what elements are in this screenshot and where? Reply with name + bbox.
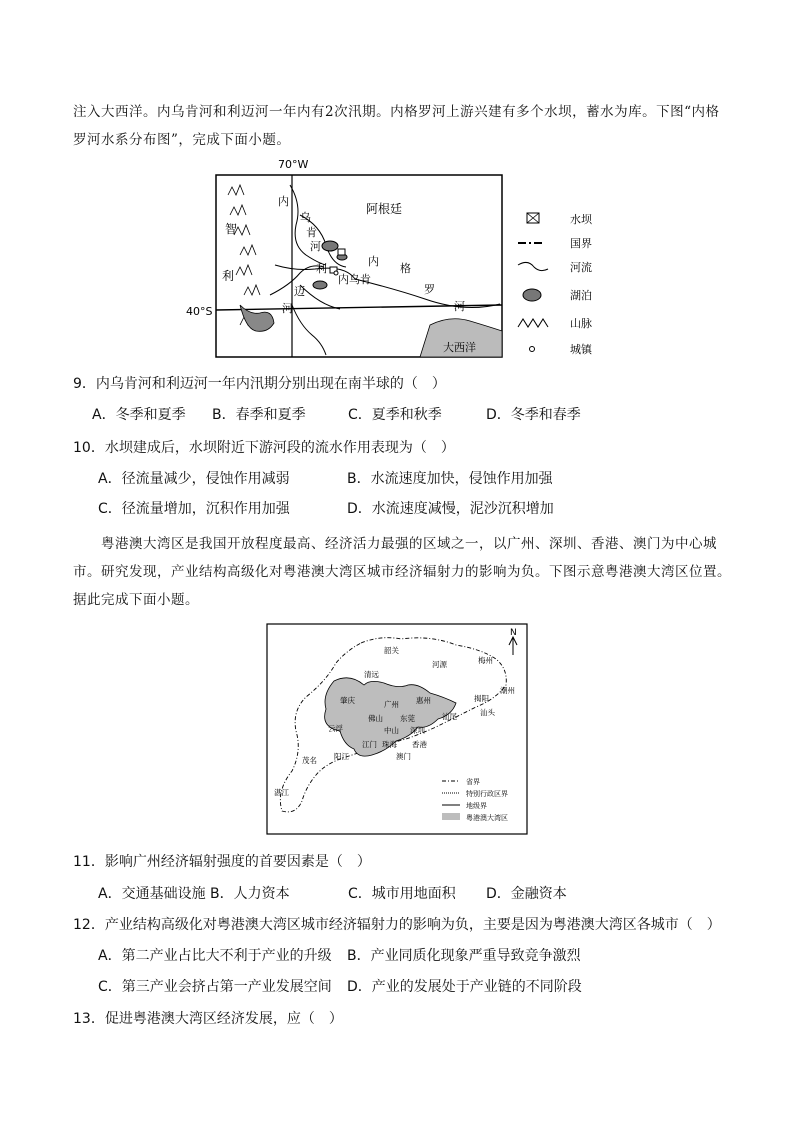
- legend-province-border: 省界: [466, 778, 480, 786]
- q10-option-a[interactable]: A．径流量减少，侵蚀作用减弱: [98, 471, 290, 487]
- city-label: 汕头: [480, 708, 495, 717]
- country-chile-char: 智: [225, 222, 238, 236]
- question-11-stem: 11．影响广州经济辐射强度的首要因素是（ ）: [73, 854, 371, 870]
- intro-paragraph-2: [73, 530, 733, 614]
- q12-option-c[interactable]: C．第三产业会挤占第一产业发展空间: [98, 979, 332, 995]
- question-9-stem: 9．内乌肯河和利迈河一年内汛期分别出现在南半球的（ ）: [73, 376, 446, 392]
- legend-dam: 水坝: [570, 213, 592, 226]
- country-chile-char: 利: [222, 269, 235, 283]
- latitude-label: 40°S: [186, 305, 213, 318]
- city-label: 深圳: [410, 726, 425, 735]
- city-label: 韶关: [384, 646, 399, 655]
- river-limay-char: 迈: [294, 285, 305, 298]
- river-negro-char: 罗: [424, 283, 435, 296]
- q12-option-a[interactable]: A．第二产业占比大不利于产业的升级: [98, 948, 332, 964]
- negro-river-map: [186, 155, 620, 360]
- intro-line: 罗河水系分布图”，完成下面小题。: [73, 132, 291, 148]
- city-label: 潮州: [500, 686, 515, 695]
- city-label: 汕尾: [442, 712, 457, 721]
- legend-prefecture-border: 地级界: [466, 802, 487, 810]
- legend-town: 城镇: [570, 343, 592, 356]
- q12-option-d[interactable]: D．产业的发展处于产业链的不同阶段: [347, 979, 582, 995]
- river-neuquen-char: 肯: [306, 226, 317, 239]
- city-label: 梅州: [478, 656, 493, 665]
- city-label: 阳江: [334, 752, 349, 761]
- intro-line: 注入大西洋。内乌肯河和利迈河一年内有2次汛期。内格罗河上游兴建有多个水坝，蓄水为库。下图“内格: [73, 104, 720, 120]
- city-label: 珠海: [382, 740, 397, 749]
- q11-option-b[interactable]: B．人力资本: [210, 886, 290, 902]
- river-negro-char: 河: [454, 300, 465, 313]
- city-neuquen-label: 内乌肯: [338, 273, 371, 286]
- legend-border: 国界: [570, 237, 592, 250]
- greater-bay-area-map: [266, 623, 528, 835]
- question-10-stem: 10．水坝建成后，水坝附近下游河段的流水作用表现为（ ）: [73, 440, 455, 456]
- river-limay-char: 河: [282, 302, 293, 315]
- map1-legend: [518, 212, 593, 356]
- intro-line: 市。研究发现，产业结构高级化对粤港澳大湾区城市经济辐射力的影响为负。下图示意粤港澳大湾区位置。: [73, 564, 731, 580]
- city-label: 湛江: [274, 788, 289, 797]
- river-neuquen-char: 乌: [300, 211, 311, 224]
- legend-lake: 湖泊: [570, 289, 592, 302]
- question-13-stem: 13．促进粤港澳大湾区经济发展，应（ ）: [73, 1011, 343, 1027]
- city-label: 中山: [384, 726, 399, 735]
- q9-option-b[interactable]: B．春季和夏季: [212, 407, 306, 423]
- question-12-stem: 12．产业结构高级化对粤港澳大湾区城市经济辐射力的影响为负，主要是因为粤港澳大湾区各城市（ ）: [73, 917, 721, 933]
- intro-paragraph-1: [73, 98, 733, 154]
- longitude-label: 70°W: [278, 158, 309, 171]
- q10-option-c[interactable]: C．径流量增加，沉积作用加强: [98, 501, 290, 517]
- river-negro-char: 格: [400, 262, 411, 275]
- mountain-range: [228, 185, 260, 325]
- city-label: 揭阳: [474, 694, 489, 703]
- country-argentina-label: 阿根廷: [366, 202, 403, 216]
- q9-option-a[interactable]: A．冬季和夏季: [92, 407, 186, 423]
- legend-river: 河流: [570, 261, 592, 274]
- city-label: 云浮: [328, 724, 343, 733]
- q11-option-a[interactable]: A．交通基础设施: [98, 886, 206, 902]
- river-neuquen-char: 河: [310, 240, 321, 253]
- river-neuquen-char: 内: [278, 195, 289, 208]
- legend-bay-area: 粤港澳大湾区: [466, 814, 508, 822]
- svg-text:N: N: [510, 628, 517, 638]
- intro-line: 据此完成下面小题。: [73, 592, 199, 608]
- intro-line: 粤港澳大湾区是我国开放程度最高、经济活力最强的区域之一，以广州、深圳、香港、澳门为中心城: [101, 536, 717, 552]
- city-label: 江门: [362, 740, 377, 749]
- city-label: 佛山: [368, 714, 383, 723]
- city-label: 东莞: [400, 714, 415, 723]
- river-negro-char: 内: [368, 255, 379, 268]
- river-limay-char: 利: [316, 262, 327, 275]
- legend-sar-border: 特别行政区界: [466, 790, 508, 798]
- city-label: 香港: [412, 740, 427, 749]
- q11-option-d[interactable]: D．金融资本: [486, 886, 567, 902]
- city-label: 河源: [432, 660, 447, 669]
- q10-option-d[interactable]: D．水流速度减慢，泥沙沉积增加: [347, 501, 554, 517]
- q9-option-d[interactable]: D．冬季和春季: [486, 407, 581, 423]
- city-label: 惠州: [416, 696, 431, 705]
- q12-option-b[interactable]: B．产业同质化现象严重导致竞争激烈: [347, 948, 581, 964]
- city-label: 肇庆: [340, 696, 355, 705]
- ocean-label: 大西洋: [443, 341, 476, 354]
- q10-option-b[interactable]: B．水流速度加快，侵蚀作用加强: [347, 471, 553, 487]
- legend-mountain: 山脉: [570, 317, 592, 330]
- city-label: 澳门: [396, 752, 411, 761]
- city-label: 清远: [364, 670, 379, 679]
- city-label: 广州: [384, 700, 399, 709]
- q11-option-c[interactable]: C．城市用地面积: [348, 886, 456, 902]
- city-label: 茂名: [302, 756, 317, 765]
- q9-option-c[interactable]: C．夏季和秋季: [348, 407, 442, 423]
